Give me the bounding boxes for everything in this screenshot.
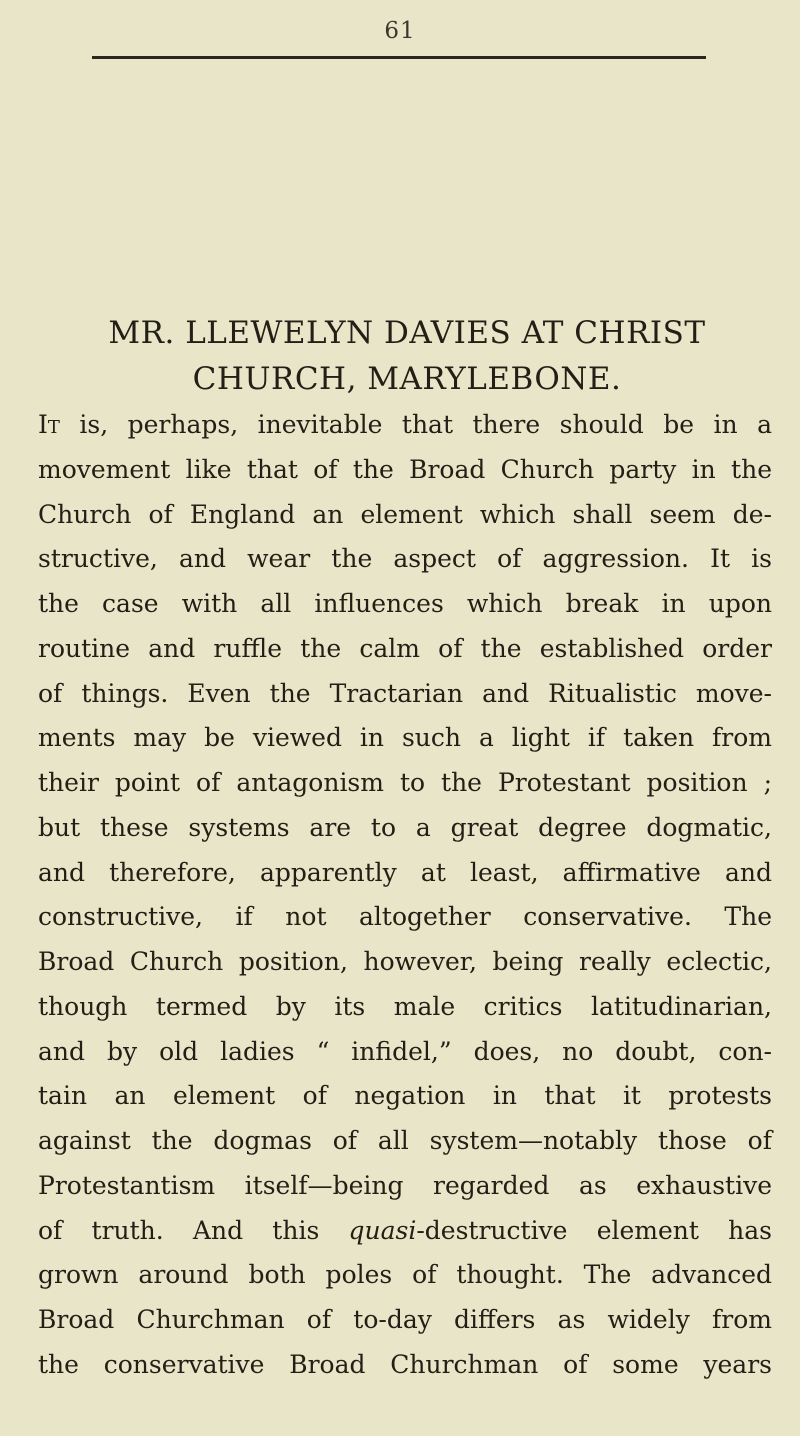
text-line: and therefore, apparently at least, affirmative and xyxy=(38,857,772,887)
text-line: though termed by its male critics latitudinarian, xyxy=(38,991,772,1021)
text-line: of things. Even the Tractarian and Ritualistic move- xyxy=(38,678,772,708)
page-number: 61 xyxy=(384,18,416,44)
text-line: and by old ladies “ infidel,” does, no doubt, con- xyxy=(38,1036,772,1066)
text-line: movement like that of the Broad Church party in the xyxy=(38,454,772,484)
text-line: the conservative Broad Churchman of some years xyxy=(38,1349,772,1379)
text-line: their point of antagonism to the Protestant position ; xyxy=(38,768,772,797)
article-title-line-1: MR. LLEWELYN DAVIES AT CHRIST xyxy=(108,315,706,351)
text-line-content: -destructive element has xyxy=(416,1215,772,1245)
article-body xyxy=(38,403,772,1388)
text-line: tain an element of negation in that it protests xyxy=(38,1081,772,1111)
text-line: Broad Church position, however, being really eclectic, xyxy=(38,947,772,976)
text-line: Church of England an element which shall seem de- xyxy=(38,499,772,529)
article-title xyxy=(40,310,774,402)
text-line: grown around both poles of thought. The advanced xyxy=(38,1260,772,1290)
text-line-content: of truth. And this xyxy=(38,1215,349,1245)
article-title-line-2: CHURCH, MARYLEBONE. xyxy=(192,361,622,397)
text-line xyxy=(38,403,772,448)
text-line-content: is, perhaps, inevitable that there should be in a xyxy=(59,410,772,439)
text-line: ments may be viewed in such a light if taken from xyxy=(38,723,772,753)
text-line: routine and ruffle the calm of the established order xyxy=(38,633,772,663)
text-line: Broad Churchman of to-day differs as widely from xyxy=(38,1305,772,1334)
text-line: against the dogmas of all system—notably those of xyxy=(38,1126,772,1155)
text-line: constructive, if not altogether conservative. The xyxy=(38,902,772,932)
text-line xyxy=(38,1209,772,1254)
text-line: Protestantism itself—being regarded as exhaustive xyxy=(38,1170,772,1200)
text-line: but these systems are to a great degree dogmatic, xyxy=(38,812,772,842)
italic-word: quasi xyxy=(348,1215,417,1245)
opening-word: It xyxy=(38,410,60,439)
text-line: the case with all influences which break in upon xyxy=(38,589,772,618)
header-rule xyxy=(92,56,706,59)
text-line: structive, and wear the aspect of aggression. It is xyxy=(38,544,772,574)
